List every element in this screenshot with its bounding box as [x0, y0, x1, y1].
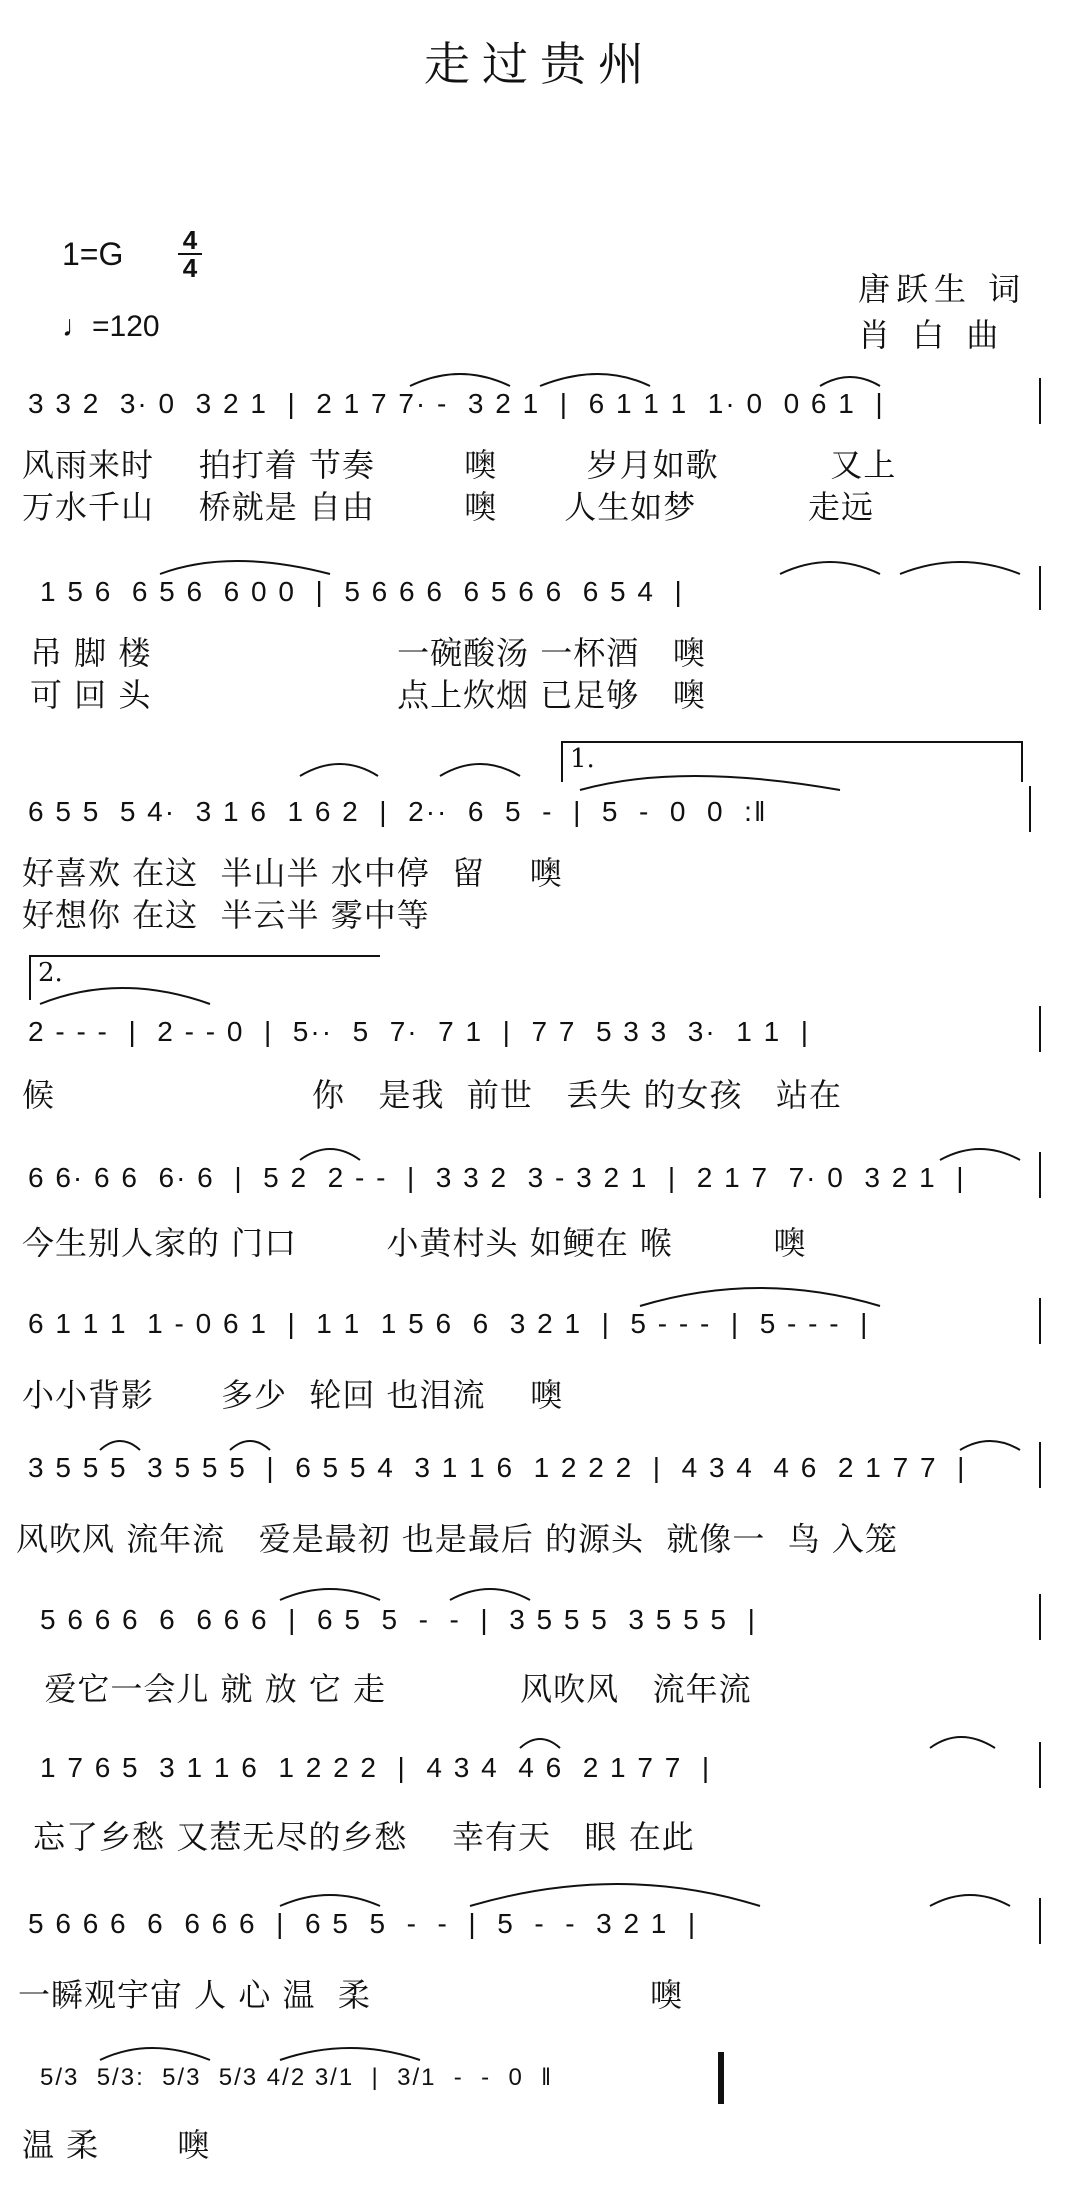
tempo-marking: ♩=120	[62, 310, 160, 343]
slur	[900, 562, 1020, 574]
slur	[930, 1737, 995, 1748]
composer: 肖 白 曲	[858, 316, 1005, 354]
slur	[410, 374, 510, 386]
lyric-line-1a: 风雨来时 拍打着 节奏 噢 岁月如歌 又上	[22, 446, 897, 484]
slur	[930, 1895, 1010, 1906]
notation-line-5: 6 6· 6 6 6· 6 | 5 2 2 - - | 3 3 2 3 - 3 2 1 | 2 1 7 7· 0 3 2 1 |	[28, 1162, 966, 1193]
lyric-line-7: 风吹风 流年流 爱是最初 也是最后 的源头 就像一 鸟 入笼	[16, 1520, 898, 1558]
notation-line-6: 6 1 1 1 1 - 0 6 1 | 1 1 1 5 6 6 3 2 1 | 5 - - - | 5 - - - |	[28, 1308, 870, 1339]
slur	[820, 377, 880, 386]
lyric-line-3a: 好喜欢 在这 半山半 水中停 留 噢	[22, 854, 563, 892]
notation-line-8: 5 6 6 6 6 6 6 6 | 6 5 5 - - | 3 5 5 5 3 5 5 5 |	[40, 1604, 757, 1635]
lyric-line-4: 候 你 是我 前世 丢失 的女孩 站在	[22, 1076, 843, 1114]
lyric-line-2b: 可 回 头 点上炊烟 已足够 噢	[30, 676, 706, 714]
lyric-line-5: 今生别人家的 门口 小黄村头 如鲠在 喉 噢	[22, 1224, 807, 1262]
notation-line-10: 5 6 6 6 6 6 6 6 | 6 5 5 - - | 5 - - 3 2 1 |	[28, 1908, 698, 1939]
time-signature-top: 4	[182, 225, 198, 255]
slur	[160, 561, 330, 574]
notation-line-3: 6 5 5 5 4· 3 1 6 1 6 2 | 2·· 6 5 - | 5 - 0 0 :‖	[28, 796, 768, 827]
notation-line-1: 3 3 2 3· 0 3 2 1 | 2 1 7 7· - 3 2 1 | 6 1 1 1 1· 0 0 6 1 |	[28, 388, 885, 419]
lyric-line-10: 一瞬观宇宙 人 心 温 柔 噢	[18, 1976, 684, 2014]
slur	[280, 2048, 420, 2060]
notation-line-4: 2 - - - | 2 - - 0 | 5·· 5 7· 7 1 | 7 7 5 3 3 3· 1 1 |	[28, 1016, 811, 1047]
triplet-slur	[280, 1589, 380, 1600]
slur	[40, 988, 210, 1004]
lyric-line-2a: 吊 脚 楼 一碗酸汤 一杯酒 噢	[30, 634, 706, 672]
slur	[940, 1149, 1020, 1160]
volta-1-bracket	[562, 742, 1022, 782]
song-title: 走过贵州	[424, 37, 656, 91]
triplet-slur	[280, 1895, 380, 1906]
lyric-line-9: 忘了乡愁 又惹无尽的乡愁 幸有天 眼 在此	[22, 1818, 695, 1856]
lyric-line-1b: 万水千山 桥就是 自由 噢 人生如梦 走远	[22, 488, 874, 526]
notation-line-9: 1 7 6 5 3 1 1 6 1 2 2 2 | 4 3 4 4 6 2 1 7 7 |	[40, 1752, 712, 1783]
slur	[450, 1589, 530, 1600]
slur	[100, 1441, 140, 1450]
slur	[580, 776, 840, 790]
slur	[960, 1441, 1020, 1450]
triplet-slur	[300, 764, 378, 776]
notation-line-7: 3 5 5 5 3 5 5 5 | 6 5 5 4 3 1 1 6 1 2 2 2 | 4 3 4 4 6 2 1 7 7 |	[28, 1452, 967, 1483]
slur	[780, 562, 880, 574]
slur	[300, 1149, 360, 1160]
slur	[640, 1288, 880, 1306]
slur	[100, 2048, 210, 2060]
final-barline	[718, 2052, 724, 2104]
notation-line-11: 5/3 5/3: 5/3 5/3 4/2 3/1 | 3/1 - - 0 ‖	[40, 2064, 554, 2091]
slur	[520, 1739, 560, 1748]
lyric-line-3b: 好想你 在这 半云半 雾中等	[22, 896, 430, 934]
volta-2-label: 2.	[38, 958, 63, 988]
volta-2-bracket	[30, 956, 380, 1000]
notation-line-2: 1 5 6 6 5 6 6 0 0 | 5 6 6 6 6 5 6 6 6 5 4 |	[40, 576, 684, 607]
key-signature: 1=G	[62, 236, 124, 272]
volta-1-label: 1.	[570, 744, 595, 774]
triplet-slur	[440, 764, 520, 776]
slur	[230, 1441, 270, 1450]
lyric-line-11: 温 柔 噢	[22, 2126, 211, 2164]
lyric-line-6: 小小背影 多少 轮回 也泪流 噢	[22, 1376, 564, 1414]
slur	[540, 374, 650, 386]
lyricist: 唐跃生 词	[858, 270, 1027, 308]
slur	[470, 1884, 760, 1906]
time-signature-bottom: 4	[182, 253, 198, 283]
lyric-line-8: 爱它一会儿 就 放 它 走 风吹风 流年流	[22, 1670, 752, 1708]
